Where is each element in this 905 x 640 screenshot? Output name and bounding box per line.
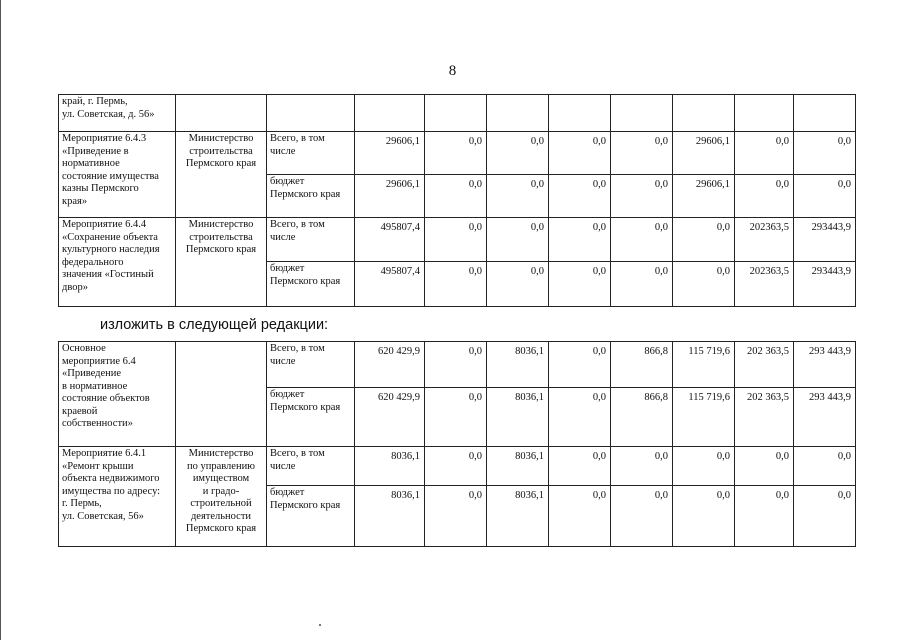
old-program-table bbox=[58, 94, 856, 307]
new-program-table bbox=[58, 341, 856, 547]
amount-cell bbox=[487, 95, 549, 132]
amount-cell bbox=[673, 95, 735, 132]
amount-cell: 0,0 bbox=[611, 132, 673, 175]
executor-cell: Министерство строительства Пермского края bbox=[176, 218, 267, 307]
funding-source-cell: Всего, в том числе bbox=[267, 132, 355, 175]
amount-cell: 202 363,5 bbox=[735, 388, 794, 447]
amount-cell: 29606,1 bbox=[673, 175, 735, 218]
funding-source-cell bbox=[267, 95, 355, 132]
amount-cell: 8036,1 bbox=[355, 447, 425, 486]
transition-text: изложить в следующей редакции: bbox=[100, 317, 329, 333]
amount-cell: 0,0 bbox=[611, 486, 673, 547]
table-row bbox=[59, 95, 856, 132]
amount-cell bbox=[611, 95, 673, 132]
amount-cell: 29606,1 bbox=[673, 132, 735, 175]
measure-name-cell: Мероприятие 6.4.3 «Приведение в нормативное состояние имущества казны Пермского края» bbox=[59, 132, 176, 218]
amount-cell: 0,0 bbox=[611, 218, 673, 262]
amount-cell: 0,0 bbox=[549, 342, 611, 388]
measure-name-cell: Мероприятие 6.4.1 «Ремонт крыши объекта недвижимого имущества по адресу: г. Пермь, ул. Советская, 56» bbox=[59, 447, 176, 547]
amount-cell: 0,0 bbox=[425, 262, 487, 307]
table-row bbox=[59, 447, 856, 486]
amount-cell: 29606,1 bbox=[355, 175, 425, 218]
amount-cell: 0,0 bbox=[549, 388, 611, 447]
amount-cell: 0,0 bbox=[549, 486, 611, 547]
table-row bbox=[59, 342, 856, 388]
amount-cell: 0,0 bbox=[425, 175, 487, 218]
amount-cell: 8036,1 bbox=[487, 486, 549, 547]
amount-cell bbox=[794, 95, 856, 132]
amount-cell: 0,0 bbox=[794, 132, 856, 175]
amount-cell: 0,0 bbox=[794, 447, 856, 486]
amount-cell: 0,0 bbox=[673, 218, 735, 262]
amount-cell: 8036,1 bbox=[487, 447, 549, 486]
amount-cell: 0,0 bbox=[794, 175, 856, 218]
amount-cell: 0,0 bbox=[735, 175, 794, 218]
amount-cell: 293443,9 bbox=[794, 262, 856, 307]
amount-cell bbox=[425, 95, 487, 132]
amount-cell: 0,0 bbox=[487, 262, 549, 307]
amount-cell bbox=[355, 95, 425, 132]
amount-cell: 115 719,6 bbox=[673, 342, 735, 388]
amount-cell: 0,0 bbox=[611, 262, 673, 307]
amount-cell: 0,0 bbox=[673, 486, 735, 547]
funding-source-cell: Всего, в том числе bbox=[267, 218, 355, 262]
executor-cell: Министерство строительства Пермского края bbox=[176, 132, 267, 218]
amount-cell: 0,0 bbox=[549, 132, 611, 175]
amount-cell: 0,0 bbox=[611, 447, 673, 486]
amount-cell: 0,0 bbox=[735, 447, 794, 486]
funding-source-cell: Всего, в том числе bbox=[267, 342, 355, 388]
page-number: 8 bbox=[448, 63, 457, 79]
amount-cell: 293 443,9 bbox=[794, 388, 856, 447]
funding-source-cell: бюджет Пермского края bbox=[267, 175, 355, 218]
amount-cell: 0,0 bbox=[735, 486, 794, 547]
measure-name-cell: Основное мероприятие 6.4 «Приведение в нормативное состояние объектов краевой собственности» bbox=[59, 342, 176, 447]
amount-cell: 0,0 bbox=[735, 132, 794, 175]
amount-cell: 8036,1 bbox=[487, 388, 549, 447]
amount-cell: 0,0 bbox=[487, 175, 549, 218]
amount-cell: 866,8 bbox=[611, 388, 673, 447]
amount-cell: 0,0 bbox=[549, 218, 611, 262]
amount-cell: 0,0 bbox=[487, 218, 549, 262]
amount-cell: 0,0 bbox=[425, 342, 487, 388]
amount-cell: 0,0 bbox=[673, 262, 735, 307]
amount-cell bbox=[549, 95, 611, 132]
amount-cell: 495807,4 bbox=[355, 262, 425, 307]
amount-cell: 620 429,9 bbox=[355, 342, 425, 388]
amount-cell: 0,0 bbox=[549, 262, 611, 307]
amount-cell: 293 443,9 bbox=[794, 342, 856, 388]
amount-cell: 495807,4 bbox=[355, 218, 425, 262]
executor-cell bbox=[176, 342, 267, 447]
amount-cell: 866,8 bbox=[611, 342, 673, 388]
measure-name-cell: край, г. Пермь, ул. Советская, д. 56» bbox=[59, 95, 176, 132]
funding-source-cell: бюджет Пермского края bbox=[267, 388, 355, 447]
amount-cell: 8036,1 bbox=[487, 342, 549, 388]
amount-cell: 0,0 bbox=[549, 175, 611, 218]
amount-cell: 620 429,9 bbox=[355, 388, 425, 447]
amount-cell: 0,0 bbox=[549, 447, 611, 486]
funding-source-cell: бюджет Пермского края bbox=[267, 262, 355, 307]
amount-cell: 8036,1 bbox=[355, 486, 425, 547]
executor-cell bbox=[176, 95, 267, 132]
funding-source-cell: Всего, в том числе bbox=[267, 447, 355, 486]
amount-cell: 0,0 bbox=[425, 447, 487, 486]
scan-dot bbox=[319, 624, 321, 626]
amount-cell: 0,0 bbox=[425, 486, 487, 547]
amount-cell: 202 363,5 bbox=[735, 342, 794, 388]
table-row bbox=[59, 218, 856, 262]
amount-cell: 293443,9 bbox=[794, 218, 856, 262]
amount-cell bbox=[735, 95, 794, 132]
amount-cell: 0,0 bbox=[425, 218, 487, 262]
amount-cell: 202363,5 bbox=[735, 218, 794, 262]
amount-cell: 115 719,6 bbox=[673, 388, 735, 447]
page-edge bbox=[0, 0, 1, 640]
amount-cell: 0,0 bbox=[794, 486, 856, 547]
amount-cell: 0,0 bbox=[611, 175, 673, 218]
amount-cell: 0,0 bbox=[425, 132, 487, 175]
funding-source-cell: бюджет Пермского края bbox=[267, 486, 355, 547]
amount-cell: 29606,1 bbox=[355, 132, 425, 175]
table-row bbox=[59, 132, 856, 175]
executor-cell: Министерство по управлению имуществом и градо- строительной деятельности Пермского края bbox=[176, 447, 267, 547]
amount-cell: 202363,5 bbox=[735, 262, 794, 307]
amount-cell: 0,0 bbox=[673, 447, 735, 486]
measure-name-cell: Мероприятие 6.4.4 «Сохранение объекта культурного наследия федерального значения «Гостиный двор» bbox=[59, 218, 176, 307]
amount-cell: 0,0 bbox=[487, 132, 549, 175]
amount-cell: 0,0 bbox=[425, 388, 487, 447]
